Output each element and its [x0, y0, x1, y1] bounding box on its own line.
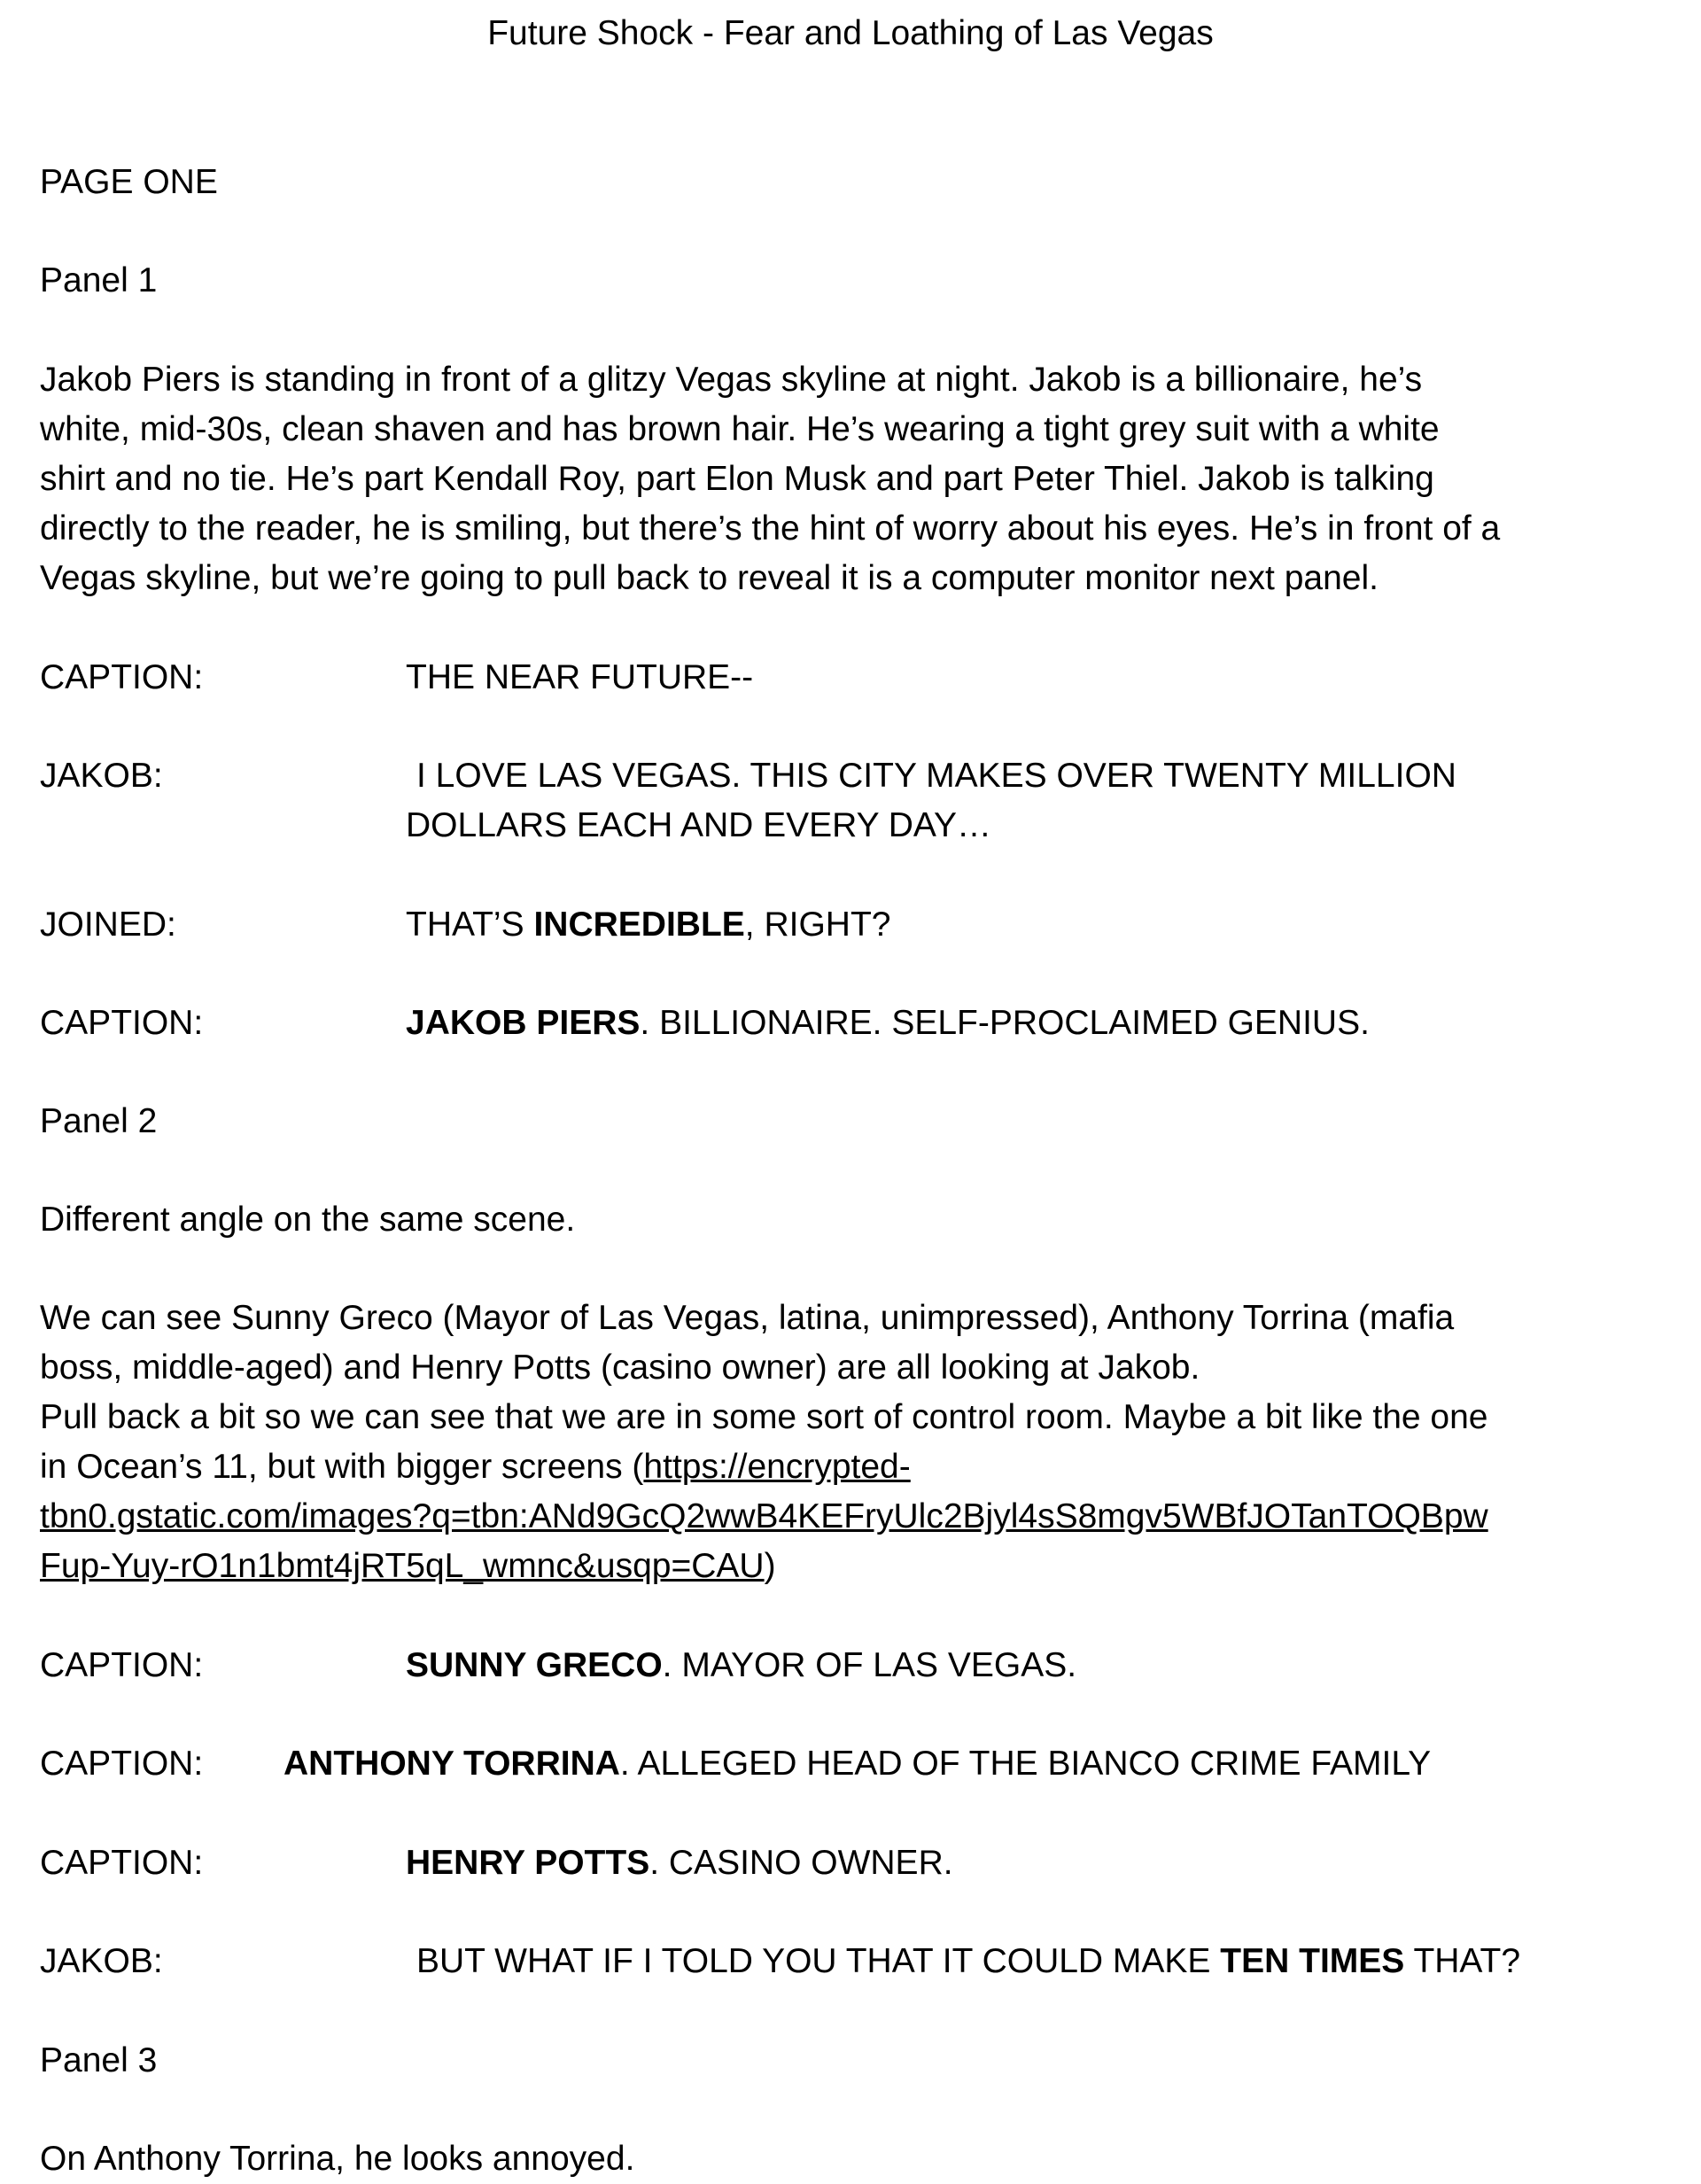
document-title: Future Shock - Fear and Loathing of Las Vegas: [487, 14, 1214, 52]
caption-body: . BILLIONAIRE. SELF-PROCLAIMED GENIUS.: [640, 1004, 1370, 1042]
panel-2-description-1: Different angle on the same scene.: [40, 1201, 576, 1239]
caption-label: CAPTION:: [40, 1844, 204, 1882]
dialogue-text: BUT WHAT IF I TOLD YOU THAT IT COULD MAKE: [416, 1942, 1221, 1980]
description-line: white, mid-30s, clean shaven and has brown hair. He’s wearing a tight grey suit with a white: [40, 410, 1440, 448]
caption-text: [406, 1641, 1076, 1690]
caption-name: ANTHONY TORRINA: [284, 1745, 620, 1783]
panel-2-heading: Panel 2: [40, 1102, 158, 1140]
caption-text: [406, 999, 1370, 1048]
dialogue-text: THAT’S: [406, 905, 534, 944]
panel-1-heading: Panel 1: [40, 261, 158, 299]
dialogue-line: DOLLARS EACH AND EVERY DAY…: [406, 806, 992, 844]
dialogue-emphasis: INCREDIBLE: [533, 905, 745, 944]
caption-label: CAPTION:: [40, 1745, 204, 1783]
caption-text: THE NEAR FUTURE--: [406, 658, 754, 696]
dialogue-text: THAT?: [1404, 1942, 1521, 1980]
caption-label: CAPTION:: [40, 1646, 204, 1684]
description-line-with-link: [40, 1442, 1661, 1492]
description-line: Jakob Piers is standing in front of a glitzy Vegas skyline at night. Jakob is a billionaire, he’s: [40, 361, 1423, 399]
description-line: directly to the reader, he is smiling, but there’s the hint of worry about his eyes. He’s in front of a: [40, 509, 1501, 548]
panel-3-heading: Panel 3: [40, 2041, 158, 2079]
jakob-dialogue: [406, 751, 1456, 851]
caption-body: . MAYOR OF LAS VEGAS.: [662, 1646, 1077, 1684]
description-line: Vegas skyline, but we’re going to pull back to reveal it is a computer monitor next panel.: [40, 559, 1379, 597]
joined-dialogue: [406, 900, 890, 950]
description-line: shirt and no tie. He’s part Kendall Roy, part Elon Musk and part Peter Thiel. Jakob is talking: [40, 460, 1434, 498]
caption-name: SUNNY GRECO: [406, 1646, 663, 1684]
jakob-label: JAKOB:: [40, 757, 163, 795]
panel-3-description: On Anthony Torrina, he looks annoyed.: [40, 2140, 635, 2178]
caption-text: [284, 1739, 1431, 1789]
description-text: in Ocean’s 11, but with bigger screens (: [40, 1448, 644, 1486]
link-line: [40, 1542, 1661, 1591]
joined-label: JOINED:: [40, 905, 176, 944]
jakob-dialogue: [416, 1937, 1520, 1986]
jakob-label: JAKOB:: [40, 1942, 163, 1980]
caption-body: . ALLEGED HEAD OF THE BIANCO CRIME FAMILY: [619, 1745, 1432, 1783]
dialogue-text: , RIGHT?: [744, 905, 891, 944]
reference-link[interactable]: Fup-Yuy-rO1n1bmt4jRT5qL_wmnc&usqp=CAU: [40, 1547, 765, 1585]
caption-body: . CASINO OWNER.: [649, 1844, 953, 1882]
description-line: We can see Sunny Greco (Mayor of Las Vegas, latina, unimpressed), Anthony Torrina (mafia: [40, 1299, 1455, 1337]
panel-2-description-2: [40, 1294, 1661, 1591]
reference-link[interactable]: https://encrypted-: [643, 1448, 911, 1486]
reference-link[interactable]: tbn0.gstatic.com/images?q=tbn:ANd9GcQ2wwB4KEFryUlc2Bjyl4sS8mgv5WBfJOTanTOQBpw: [40, 1497, 1488, 1535]
caption-text: [406, 1838, 953, 1888]
dialogue-line: I LOVE LAS VEGAS. THIS CITY MAKES OVER TWENTY MILLION: [416, 757, 1456, 795]
dialogue-emphasis: TEN TIMES: [1220, 1942, 1405, 1980]
page-heading: PAGE ONE: [40, 163, 218, 201]
paren-close: ): [764, 1547, 776, 1585]
caption-name: JAKOB PIERS: [406, 1004, 641, 1042]
caption-name: HENRY POTTS: [406, 1844, 650, 1882]
caption-label: CAPTION:: [40, 658, 204, 696]
link-line: [40, 1492, 1661, 1542]
panel-1-description: [40, 355, 1661, 603]
caption-label: CAPTION:: [40, 1004, 204, 1042]
description-line: Pull back a bit so we can see that we are in some sort of control room. Maybe a bit like the one: [40, 1398, 1488, 1436]
description-line: boss, middle-aged) and Henry Potts (casino owner) are all looking at Jakob.: [40, 1348, 1200, 1387]
